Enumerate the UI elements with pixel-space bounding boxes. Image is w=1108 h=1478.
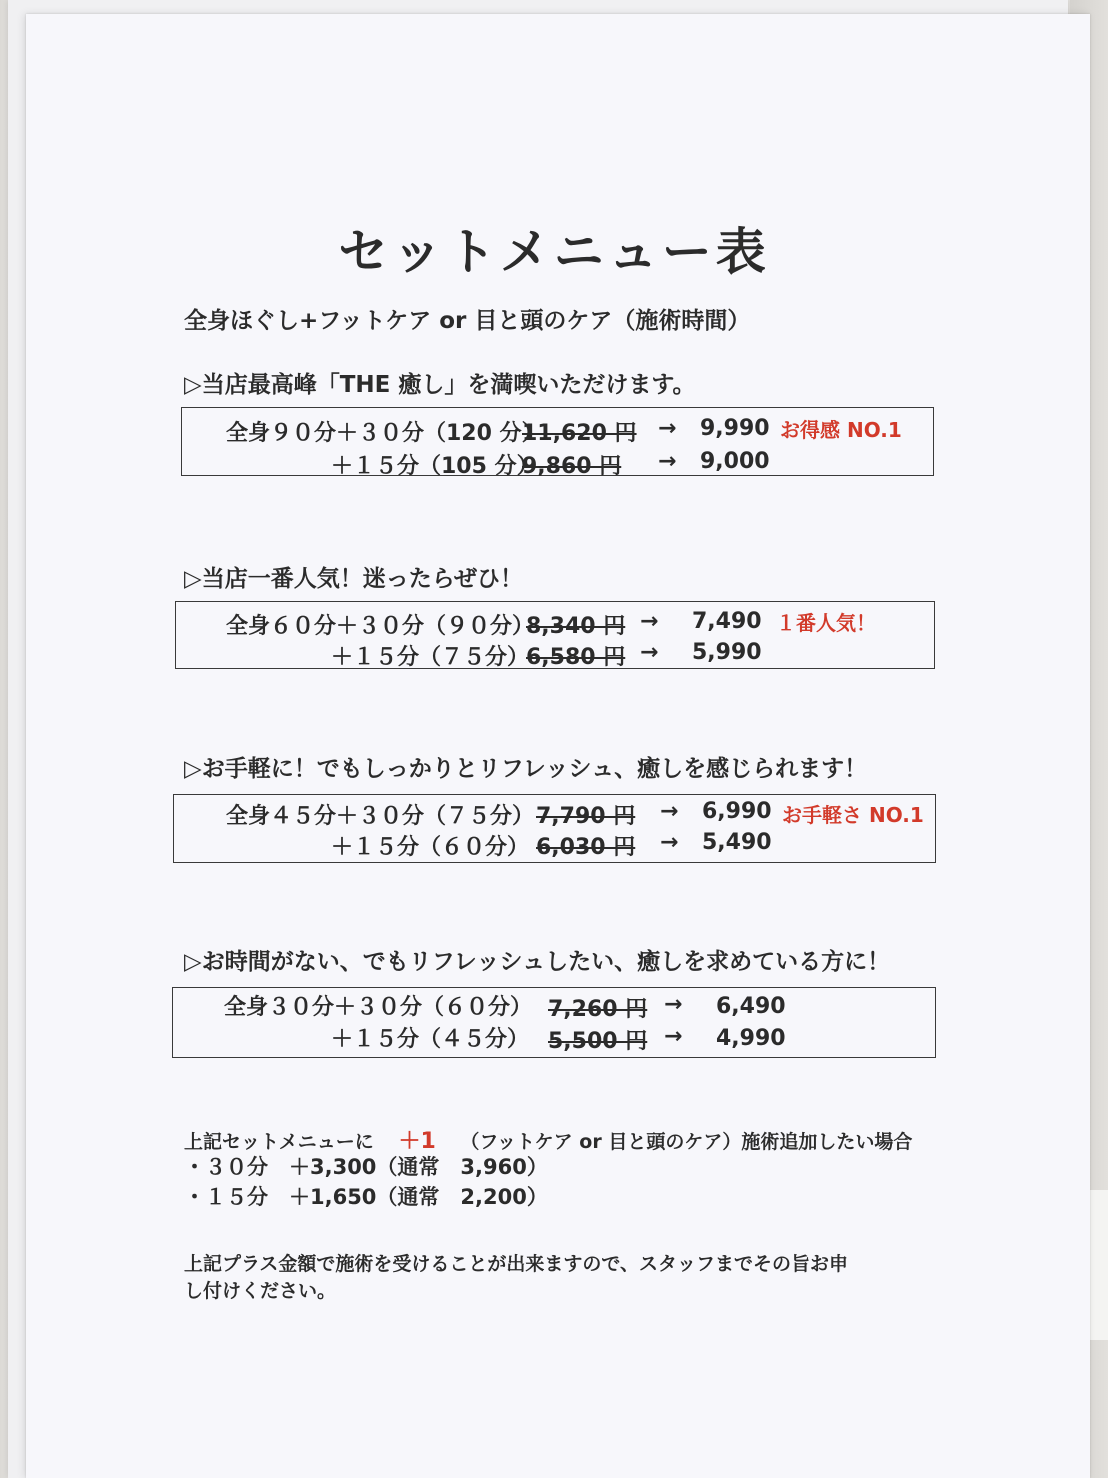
arrow-icon: →: [664, 1024, 683, 1049]
footer-line-1: 上記プラス金額で施術を受けることが出来ますので、スタッフまでその旨お申: [184, 1253, 849, 1275]
arrow-icon: →: [664, 992, 683, 1017]
original-price: 8,340 円: [526, 614, 626, 639]
arrow-icon: →: [640, 609, 659, 634]
section-heading-3: ▷お手軽に！でもしっかりとリフレッシュ、癒しを感じられます！: [184, 756, 868, 782]
set-price: 9,990: [700, 416, 770, 441]
arrow-icon: →: [658, 416, 677, 441]
addon-plus-one: ＋1: [398, 1129, 436, 1154]
arrow-icon: →: [660, 830, 679, 855]
original-price: 6,030 円: [536, 835, 636, 860]
addon-intro-suffix: （フットケア or 目と頭のケア）施術追加したい場合: [460, 1131, 913, 1153]
addon-item-30: ・３０分 ＋3,300（通常 3,960）: [184, 1155, 548, 1179]
page-title: セットメニュー表: [338, 223, 770, 281]
course-name: ＋１５分（７５分）: [331, 645, 530, 670]
section-heading-1: ▷当店最高峰「THE 癒し」を満喫いただけます。: [184, 372, 696, 398]
course-name: ＋１５分（６０分）: [331, 835, 530, 860]
original-price: 9,860 円: [522, 454, 622, 479]
set-price: 6,990: [702, 799, 772, 824]
section-heading-4: ▷お時間がない、でもリフレッシュしたい、癒しを求めている方に！: [184, 949, 891, 975]
arrow-icon: →: [660, 799, 679, 824]
original-price: 5,500 円: [548, 1029, 648, 1054]
course-name: 全身４５分＋３０分（７５分）: [226, 804, 535, 829]
arrow-icon: →: [658, 449, 677, 474]
course-name: ＋１５分（105 分）: [331, 454, 539, 479]
original-price: 11,620 円: [522, 421, 637, 446]
badge-most-popular: １番人気！: [776, 611, 876, 635]
set-price: 5,490: [702, 830, 772, 855]
arrow-icon: →: [640, 640, 659, 665]
set-price: 5,990: [692, 640, 762, 665]
course-name: 全身９０分＋３０分（120 分）: [226, 421, 544, 446]
section-heading-2: ▷当店一番人気！迷ったらぜひ！: [184, 566, 523, 592]
addon-intro-prefix: 上記セットメニューに: [184, 1131, 374, 1153]
set-price: 6,490: [716, 994, 786, 1019]
set-price: 9,000: [700, 449, 770, 474]
course-name: ＋１５分（４５分）: [331, 1027, 530, 1052]
course-name: 全身６０分＋３０分（９０分）: [226, 614, 535, 639]
menu-subtitle: 全身ほぐし+フットケア or 目と頭のケア（施術時間）: [184, 308, 751, 334]
set-price: 7,490: [692, 609, 762, 634]
set-price: 4,990: [716, 1026, 786, 1051]
badge-easiest: お手軽さ NO.1: [782, 803, 924, 827]
addon-item-15: ・１５分 ＋1,650（通常 2,200）: [184, 1185, 548, 1209]
original-price: 7,260 円: [548, 997, 648, 1022]
original-price: 7,790 円: [536, 804, 636, 829]
original-price: 6,580 円: [526, 645, 626, 670]
course-name: 全身３０分＋３０分（６０分）: [224, 995, 533, 1020]
footer-line-2: し付けください。: [184, 1280, 337, 1302]
badge-best-value: お得感 NO.1: [780, 418, 902, 442]
